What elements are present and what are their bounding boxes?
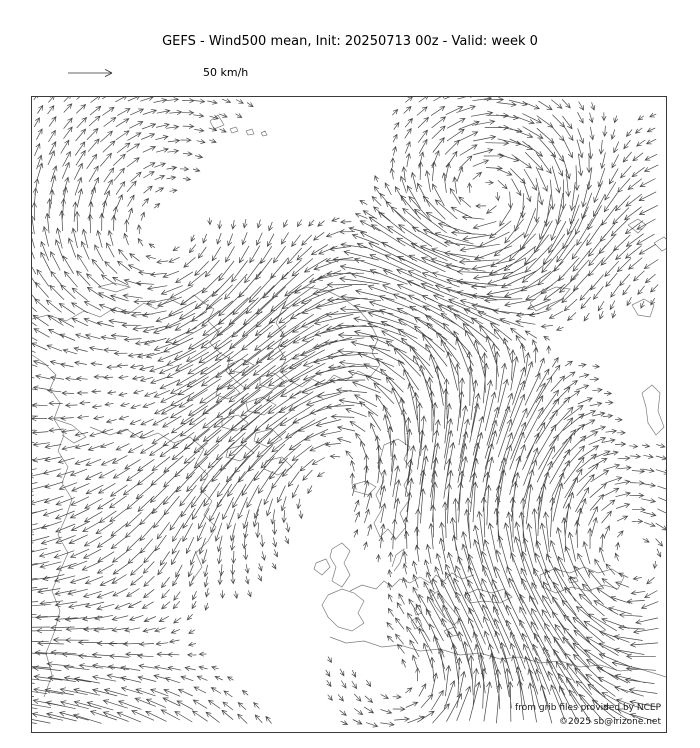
reference-arrow-label: 50 km/h	[203, 66, 249, 79]
wind-arrows-layer	[32, 97, 666, 727]
attribution-copyright: ©2025 sb@irizone.net	[559, 717, 661, 727]
reference-arrow-icon	[66, 66, 120, 80]
weather-map	[31, 96, 667, 733]
attribution-source: from grib files provided by NCEP	[515, 703, 661, 713]
wind-field-canvas	[32, 97, 666, 732]
page-title: GEFS - Wind500 mean, Init: 20250713 00z - Valid: week 0	[162, 34, 538, 49]
